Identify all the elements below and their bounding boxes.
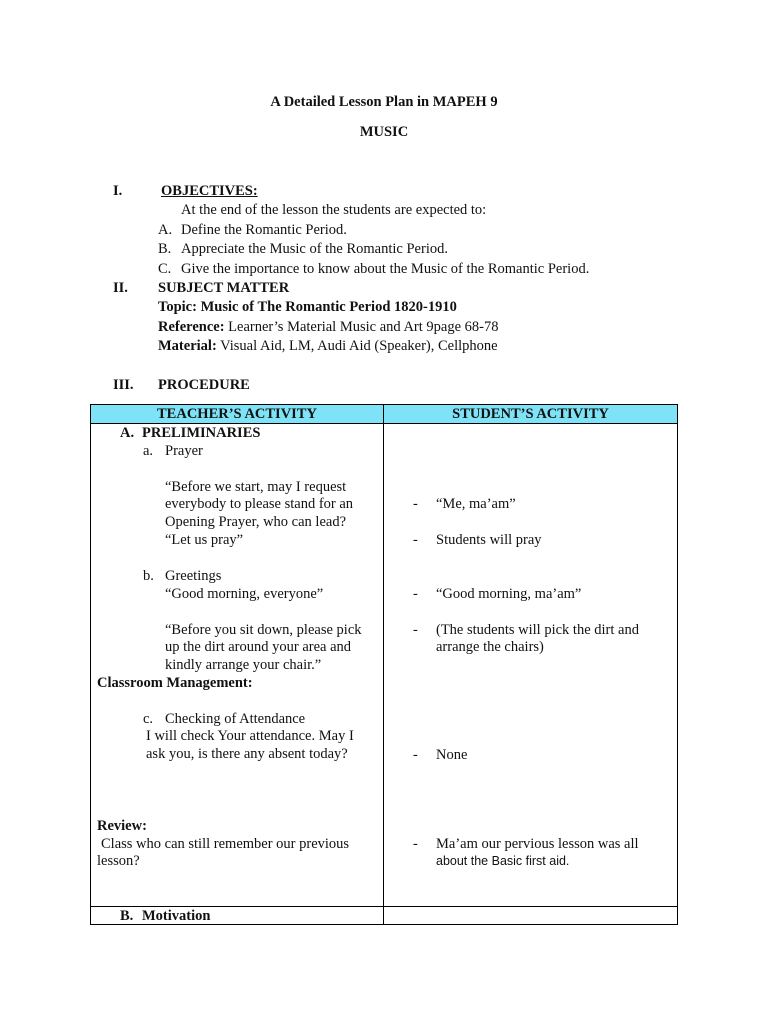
objectives-intro: At the end of the lesson the students are expected to: xyxy=(181,202,487,218)
student-response: “Good morning, ma’am” xyxy=(436,586,582,602)
reference-value: Learner’s Material Music and Art 9page 68-78 xyxy=(228,319,499,335)
reference-line xyxy=(158,318,498,336)
preliminaries-heading: PRELIMINARIES xyxy=(142,425,261,441)
objective-item: Appreciate the Music of the Romantic Period. xyxy=(181,241,448,257)
teacher-line: up the dirt around your area and xyxy=(165,639,352,655)
document-subtitle: MUSIC xyxy=(359,124,409,140)
reference-label: Reference: xyxy=(158,319,225,335)
objective-marker: C. xyxy=(158,261,172,277)
response-dash: - xyxy=(413,622,418,638)
table-header-student: STUDENT’S ACTIVITY xyxy=(452,406,609,422)
attendance-label: Checking of Attendance xyxy=(165,711,306,727)
student-response: None xyxy=(436,747,468,763)
student-response: Ma’am our pervious lesson was all xyxy=(436,836,639,852)
teacher-line: ask you, is there any absent today? xyxy=(146,746,348,762)
motivation-heading: Motivation xyxy=(142,908,211,924)
motivation-marker: B. xyxy=(120,908,134,924)
student-response: arrange the chairs) xyxy=(436,639,544,655)
response-dash: - xyxy=(413,836,418,852)
teacher-line: “Before we start, may I request xyxy=(165,479,347,495)
objective-marker: B. xyxy=(158,241,172,257)
topic-line: Topic: Music of The Romantic Period 1820-1910 xyxy=(158,299,457,315)
attendance-marker: c. xyxy=(143,711,154,727)
prayer-marker: a. xyxy=(143,443,154,459)
procedure-heading: PROCEDURE xyxy=(158,377,250,393)
teacher-line: “Let us pray” xyxy=(165,532,244,548)
classroom-management-heading: Classroom Management: xyxy=(97,675,253,691)
objective-marker: A. xyxy=(158,222,173,238)
material-value: Visual Aid, LM, Audi Aid (Speaker), Cellphone xyxy=(220,338,498,354)
table-header-teacher: TEACHER’S ACTIVITY xyxy=(157,406,317,422)
table-border xyxy=(677,404,678,925)
objective-item: Define the Romantic Period. xyxy=(181,222,347,238)
procedure-numeral: III. xyxy=(113,377,134,393)
prayer-label: Prayer xyxy=(165,443,203,459)
subject-matter-numeral: II. xyxy=(113,280,128,296)
table-border xyxy=(383,404,384,925)
student-response: (The students will pick the dirt and xyxy=(436,622,639,638)
teacher-line: kindly arrange your chair.” xyxy=(165,657,322,673)
material-label: Material: xyxy=(158,338,217,354)
student-response: “Me, ma’am” xyxy=(436,496,516,512)
teacher-line: “Before you sit down, please pick xyxy=(165,622,362,638)
subject-matter-heading: SUBJECT MATTER xyxy=(158,280,290,296)
teacher-line: lesson? xyxy=(97,853,140,869)
preliminaries-marker: A. xyxy=(120,425,135,441)
document-title: A Detailed Lesson Plan in MAPEH 9 xyxy=(270,94,498,110)
teacher-line: Class who can still remember our previous xyxy=(101,836,350,852)
response-dash: - xyxy=(413,532,418,548)
response-dash: - xyxy=(413,747,418,763)
objectives-heading: OBJECTIVES: xyxy=(161,183,258,199)
objective-item: Give the importance to know about the Music of the Romantic Period. xyxy=(181,261,590,277)
teacher-line: Opening Prayer, who can lead? xyxy=(165,514,347,530)
student-response: Students will pray xyxy=(436,532,542,548)
greetings-label: Greetings xyxy=(165,568,222,584)
objectives-numeral: I. xyxy=(113,183,123,199)
response-dash: - xyxy=(413,496,418,512)
teacher-line: I will check Your attendance. May I xyxy=(146,728,354,744)
table-border xyxy=(90,404,91,925)
response-dash: - xyxy=(413,586,418,602)
teacher-line: “Good morning, everyone” xyxy=(165,586,324,602)
greetings-marker: b. xyxy=(143,568,154,584)
student-response: about the Basic first aid. xyxy=(436,854,570,868)
teacher-line: everybody to please stand for an xyxy=(165,496,354,512)
material-line xyxy=(158,337,498,355)
review-heading: Review: xyxy=(97,818,147,834)
